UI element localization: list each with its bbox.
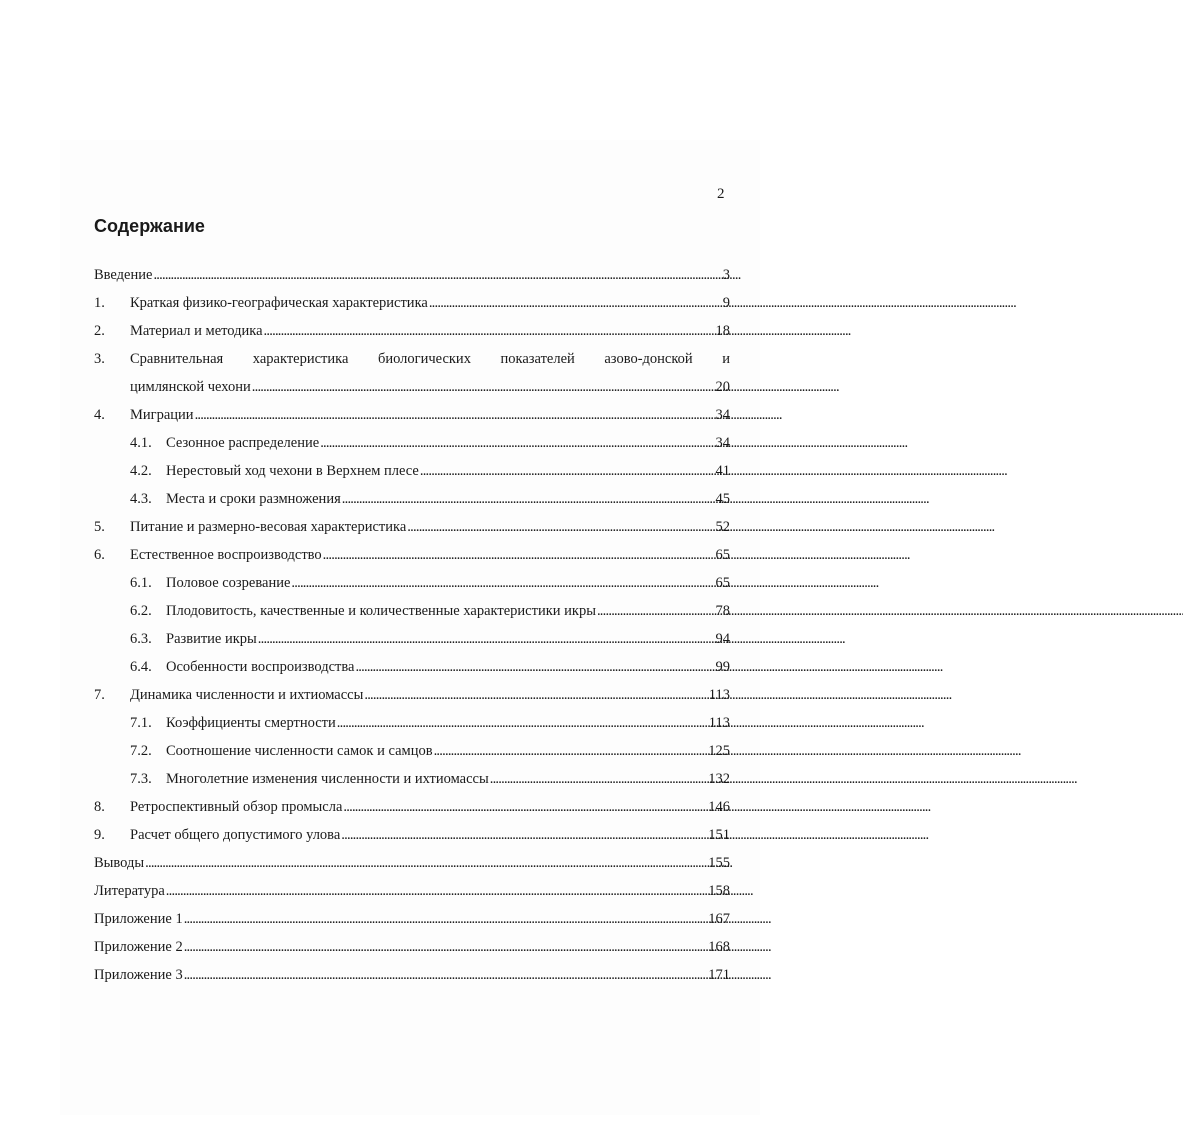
dot-leader (490, 765, 708, 793)
toc-entry[interactable] (94, 513, 730, 541)
dot-leader (597, 597, 715, 625)
toc-entry-title: Динамика численности и ихтиомассы (130, 687, 364, 703)
dot-leader (434, 737, 708, 765)
toc-entry[interactable] (94, 877, 730, 905)
dot-leader (184, 961, 708, 989)
toc-entry-number: 7.1. (130, 715, 152, 731)
toc-entry-number: 7.2. (130, 743, 152, 759)
toc-entry[interactable] (94, 401, 730, 429)
table-of-contents (94, 261, 730, 989)
toc-entry-number: 5. (94, 519, 105, 535)
page-number: 2 (717, 186, 725, 202)
toc-entry[interactable] (94, 961, 730, 989)
toc-entry[interactable] (94, 821, 730, 849)
toc-entry-title: Плодовитость, качественные и количественные характеристики икры (166, 603, 596, 619)
dot-leader (252, 373, 715, 401)
toc-subentry[interactable] (94, 653, 730, 681)
toc-entry-page: 113 (708, 687, 730, 703)
toc-entry-page: 65 (715, 575, 730, 591)
dot-leader (355, 653, 714, 681)
dot-leader (195, 401, 715, 429)
toc-entry-title: Сезонное распределение (166, 435, 320, 451)
dot-leader (166, 877, 707, 905)
toc-entry-title: Введение (94, 267, 153, 283)
toc-entry-title: Материал и методика (130, 323, 263, 339)
toc-entry-page: 18 (715, 323, 730, 339)
toc-entry[interactable] (94, 793, 730, 821)
toc-entry-page: 146 (708, 799, 730, 815)
toc-entry[interactable] (94, 261, 730, 289)
toc-entry-number: 6.1. (130, 575, 152, 591)
toc-entry-page: 78 (715, 603, 730, 619)
toc-entry[interactable] (94, 849, 730, 877)
toc-subentry[interactable] (94, 597, 730, 625)
toc-entry-page: 20 (715, 379, 730, 395)
toc-entry-title: Нерестовый ход чехони в Верхнем плесе (166, 463, 419, 479)
toc-entry-page: 65 (715, 547, 730, 563)
toc-entry-title: Приложение 2 (94, 939, 183, 955)
toc-entry-page: 167 (708, 911, 730, 927)
toc-entry-title: Миграции (130, 407, 194, 423)
toc-entry-number: 2. (94, 323, 105, 339)
toc-entry-number: 1. (94, 295, 105, 311)
toc-entry-title: Развитие икры (166, 631, 257, 647)
toc-subentry[interactable] (94, 709, 730, 737)
page-title: Содержание (94, 216, 205, 236)
toc-subentry[interactable] (94, 429, 730, 457)
toc-entry-number: 4.2. (130, 463, 152, 479)
dot-leader (429, 289, 722, 317)
toc-entry-title: Краткая физико-географическая характеристика (130, 295, 428, 311)
toc-entry-page: 34 (715, 435, 730, 451)
dot-leader (291, 569, 714, 597)
dot-leader (342, 485, 715, 513)
toc-entry-page: 94 (715, 631, 730, 647)
toc-entry-number: 4. (94, 407, 105, 423)
toc-entry-page: 155 (708, 855, 730, 871)
toc-subentry[interactable] (94, 457, 730, 485)
toc-entry-title: Соотношение численности самок и самцов (166, 743, 433, 759)
toc-entry-number: 4.1. (130, 435, 152, 451)
toc-entry-title-continued: цимлянской чехони (130, 379, 251, 395)
toc-entry-number: 7. (94, 687, 105, 703)
toc-entry-page: 168 (708, 939, 730, 955)
toc-entry[interactable] (94, 541, 730, 569)
toc-entry-number: 7.3. (130, 771, 152, 787)
dot-leader (341, 821, 707, 849)
toc-entry-number: 3. (94, 351, 105, 367)
toc-entry-continuation[interactable] (94, 373, 730, 401)
toc-entry-number: 9. (94, 827, 105, 843)
toc-entry-title: Сравнительная характеристика биологических показателей азово-донской и (130, 351, 730, 367)
toc-entry-page: 9 (722, 295, 730, 311)
toc-entry-title: Ретроспективный обзор промысла (130, 799, 343, 815)
toc-entry-page: 158 (708, 883, 730, 899)
toc-entry-title: Расчет общего допустимого улова (130, 827, 341, 843)
toc-entry-title: Выводы (94, 855, 145, 871)
toc-entry-number: 6.2. (130, 603, 152, 619)
toc-subentry[interactable] (94, 765, 730, 793)
dot-leader (153, 261, 721, 289)
toc-entry-number: 8. (94, 799, 105, 815)
toc-subentry[interactable] (94, 737, 730, 765)
dot-leader (320, 429, 714, 457)
dot-leader (420, 457, 715, 485)
toc-entry[interactable] (94, 317, 730, 345)
dot-leader (184, 933, 708, 961)
toc-entry-title: Естественное воспроизводство (130, 547, 322, 563)
toc-entry-title: Особенности воспроизводства (166, 659, 355, 675)
toc-entry-number: 6. (94, 547, 105, 563)
toc-entry-title: Приложение 1 (94, 911, 183, 927)
toc-entry[interactable] (94, 905, 730, 933)
toc-entry-page: 99 (715, 659, 730, 675)
dot-leader (323, 541, 715, 569)
toc-entry-title: Питание и размерно-весовая характеристика (130, 519, 407, 535)
toc-entry-page: 132 (708, 771, 730, 787)
dot-leader (407, 513, 714, 541)
toc-entry-title: Многолетние изменения численности и ихтиомассы (166, 771, 489, 787)
toc-entry-number: 6.4. (130, 659, 152, 675)
toc-entry-page: 125 (708, 743, 730, 759)
dot-leader (343, 793, 707, 821)
toc-entry-title: Коэффициенты смертности (166, 715, 336, 731)
dot-leader (184, 905, 708, 933)
toc-entry-title: Места и сроки размножения (166, 491, 341, 507)
dot-leader (258, 625, 715, 653)
toc-subentry[interactable] (94, 569, 730, 597)
toc-entry-title: Половое созревание (166, 575, 291, 591)
toc-entry-page: 171 (708, 967, 730, 983)
toc-entry[interactable] (94, 345, 730, 373)
toc-entry-page: 3 (722, 267, 730, 283)
toc-entry-title: Литература (94, 883, 165, 899)
toc-entry-number: 4.3. (130, 491, 152, 507)
toc-entry[interactable] (94, 289, 730, 317)
toc-entry-page: 151 (708, 827, 730, 843)
dot-leader (145, 849, 707, 877)
toc-entry-page: 113 (708, 715, 730, 731)
toc-subentry[interactable] (94, 625, 730, 653)
toc-entry-page: 52 (715, 519, 730, 535)
toc-entry-page: 34 (715, 407, 730, 423)
toc-entry[interactable] (94, 933, 730, 961)
toc-entry-number: 6.3. (130, 631, 152, 647)
dot-leader (264, 317, 715, 345)
toc-entry-page: 45 (715, 491, 730, 507)
toc-entry-page: 41 (715, 463, 730, 479)
toc-entry-title: Приложение 3 (94, 967, 183, 983)
toc-subentry[interactable] (94, 485, 730, 513)
toc-entry[interactable] (94, 681, 730, 709)
dot-leader (364, 681, 707, 709)
dot-leader (337, 709, 708, 737)
